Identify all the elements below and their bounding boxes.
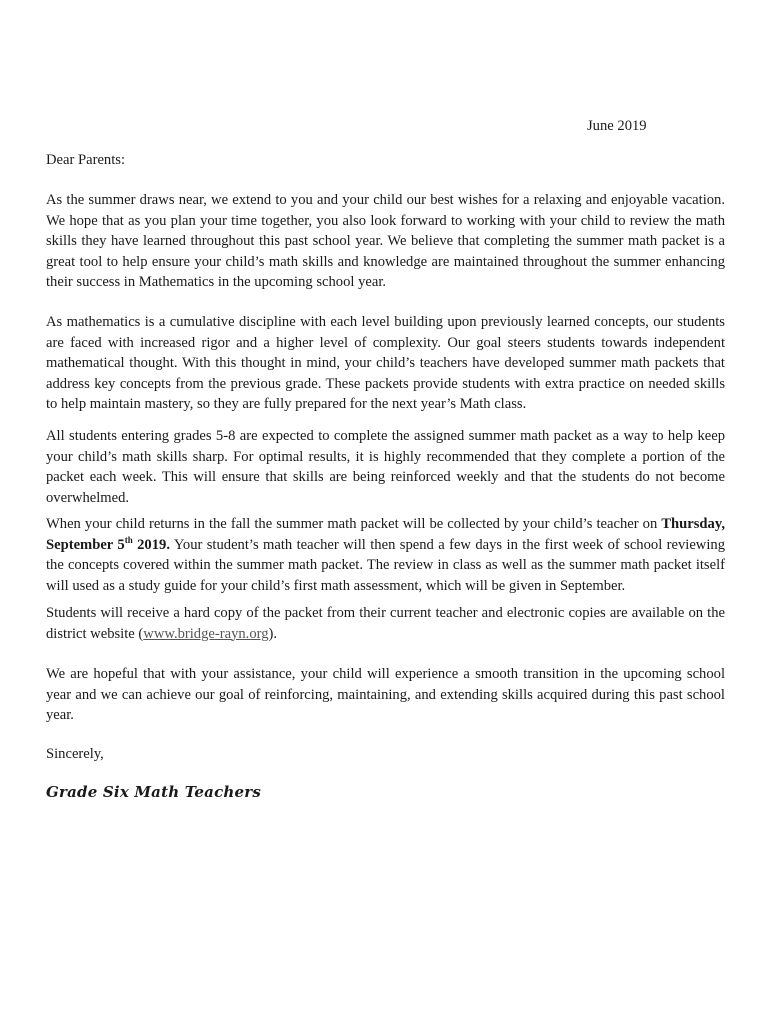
paragraph-copies — [46, 603, 725, 644]
salutation: Dear Parents: — [46, 152, 126, 168]
due-date-ordinal: th — [124, 534, 133, 545]
paragraph-hopeful: We are hopeful that with your assistance, your child will experience a smooth transition in the upcoming school year and we can achieve our goal of reinforcing, maintaining, and extending skills acquired during this past school year. — [46, 666, 725, 724]
closing: Sincerely, — [46, 746, 104, 762]
paragraph-cumulative-discipline: As mathematics is a cumulative discipline with each level building upon previously learned concepts, our students are faced with increased rigor and a higher level of complexity. Our goal steers students towards independent mathematical thought. With this thought in mind, your child’s teachers have developed summer math packets that address key concepts from the previous grade. These packets provide students with extra practice on needed skills to help maintain mastery, so they are fully prepared for the next year’s Math class. — [46, 314, 725, 413]
copies-text-end: ). — [268, 625, 278, 642]
copies-text: Students will receive a hard copy of the packet from their current teacher and electronic copies are available on the district website ( — [46, 605, 725, 642]
letter-date: June 2019 — [587, 118, 647, 134]
paragraph-due-date — [46, 514, 725, 596]
paragraph-intro: As the summer draws near, we extend to you and your child our best wishes for a relaxing and enjoyable vacation. We hope that as you plan your time together, you also look forward to working with your child to review the math skills they have learned throughout this past school year. We believe that completing the summer math packet is a great tool to help ensure your child’s math skills and knowledge are maintained throughout the summer enhancing their success in Mathematics in the upcoming school year. — [46, 192, 725, 291]
signature: Grade Six Math Teachers — [46, 783, 261, 801]
district-website-link[interactable]: www.bridge-rayn.org — [143, 625, 269, 642]
due-date-year: 2019. — [132, 536, 170, 553]
paragraph-expectations: All students entering grades 5-8 are expected to complete the assigned summer math packet as a way to help keep your child’s math skills sharp. For optimal results, it is highly recommended that they complete a portion of the packet each week. This will ensure that skills are being reinforced weekly and that the students do not become overwhelmed. — [46, 428, 725, 506]
due-date-details: Your student’s math teacher will then spend a few days in the first week of school reviewing the concepts covered within the summer math packet. The review in class as well as the summer math packet itself will used as a study guide for your child’s first math assessment, which will be given in September. — [46, 536, 725, 594]
due-date-day: Thursday, September 5 — [46, 516, 725, 553]
due-date-intro: When your child returns in the fall the summer math packet will be collected by your child’s teacher on — [46, 516, 662, 532]
